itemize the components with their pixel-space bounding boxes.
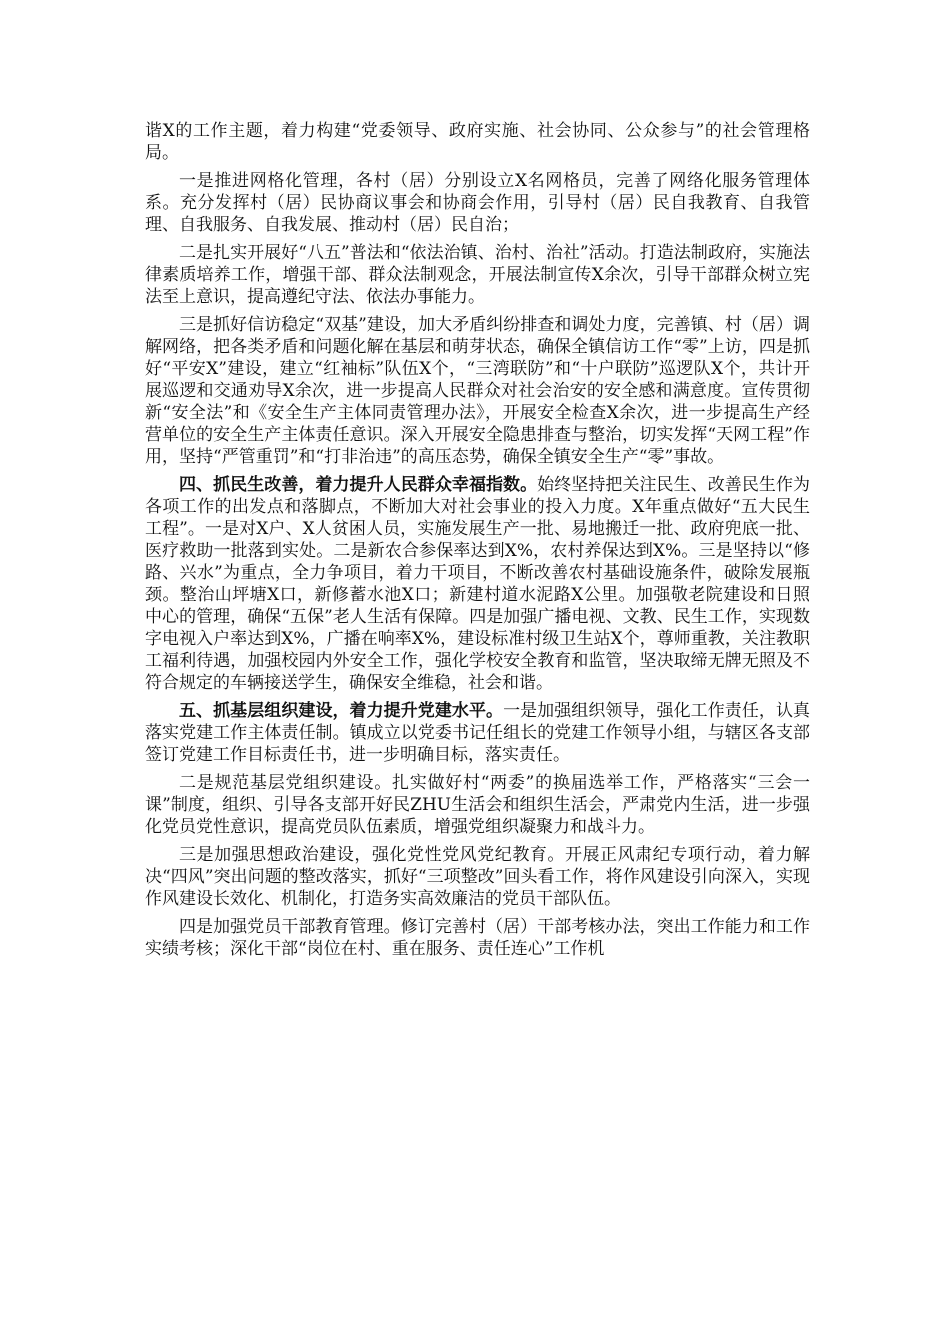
paragraph-8 — [145, 844, 810, 910]
paragraph-6 — [145, 700, 810, 766]
paragraph-8-text: 三是加强思想政治建设，强化党性党风党纪教育。开展正风肃纪专项行动，着力解决“四风”突出问题的整改落实，抓好“三项整改”回头看工作，将作风建设引向深入，实现作风建设长效化、机制化，打造务实高效廉洁的党员干部队伍。 — [145, 845, 810, 909]
paragraph-4 — [145, 314, 810, 468]
paragraph-2-text: 一是推进网格化管理，各村（居）分别设立X名网格员，完善了网络化服务管理体系。充分发挥村（居）民协商议事会和协商会作用，引导村（居）民自我教育、自我管理、自我服务、自我发展、推动村（居）民自治； — [145, 171, 810, 235]
section-heading-4: 四、抓民生改善，着力提升人民群众幸福指数。 — [179, 475, 538, 495]
paragraph-6-text: 一是加强组织领导，强化工作责任，认真落实党建工作主体责任制。镇成立以党委书记任组长的党建工作领导小组，与辖区各支部签订党建工作目标责任书，进一步明确目标，落实责任。 — [145, 701, 811, 765]
paragraph-9-text: 四是加强党员干部教育管理。修订完善村（居）干部考核办法，突出工作能力和工作实绩考核；深化干部“岗位在村、重在服务、责任连心”工作机 — [145, 917, 810, 959]
paragraph-9 — [145, 916, 810, 960]
paragraph-5-text: 始终坚持把关注民生、改善民生作为各项工作的出发点和落脚点，不断加大对社会事业的投入力度。X年重点做好“五大民生工程”。一是对X户、X人贫困人员，实施发展生产一批、易地搬迁一批、政府兜底一批、医疗救助一批落到实处。二是新农合参保率达到X%，农村养保达到X%。三是坚持以“修路、兴水”为重点，全力争项目，着力干项目，不断改善农村基础设施条件，破除发展瓶颈。整治山坪塘X口，新修蓄水池X口；新建村道水泥路X公里。加强敬老院建设和日照中心的管理，确保“五保”老人生活有保障。四是加强广播电视、文教、民生工作，实现数字电视入户率达到X%，广播在响率X%，建设标准村级卫生站X个，尊师重教，关注教职工福利待遇，加强校园内外安全工作，强化学校安全教育和监管，坚决取缔无牌无照及不符合规定的车辆接送学生，确保安全维稳，社会和谐。 — [145, 475, 811, 693]
paragraph-4-text: 三是抓好信访稳定“双基”建设，加大矛盾纠纷排查和调处力度，完善镇、村（居）调解网络，把各类矛盾和问题化解在基层和萌芽状态，确保全镇信访工作“零”上访，四是抓好“平安X”建设，建立“红袖标”队伍X个，“三湾联防”和“十户联防”巡逻队X个，共计开展巡逻和交通劝导X余次，进一步提高人民群众对社会治安的安全感和满意度。宣传贯彻新“安全法”和《安全生产主体同责管理办法》，开展安全检查X余次，进一步提高生产经营单位的安全生产主体责任意识。深入开展安全隐患排查与整治，切实发挥“天网工程”作用，坚持“严管重罚”和“打非治违”的高压态势，确保全镇安全生产“零”事故。 — [145, 315, 810, 467]
document-body — [145, 120, 810, 960]
section-heading-5: 五、抓基层组织建设，着力提升党建水平。 — [179, 701, 504, 721]
paragraph-7-text: 二是规范基层党组织建设。扎实做好村“两委”的换届选举工作，严格落实“三会一课”制度，组织、引导各支部开好民ZHU生活会和组织生活会，严肃党内生活，进一步强化党员党性意识，提高党员队伍素质，增强党组织凝聚力和战斗力。 — [145, 773, 810, 837]
paragraph-7 — [145, 772, 810, 838]
paragraph-3-text: 二是扎实开展好“八五”普法和“依法治镇、治村、治社”活动。打造法制政府，实施法律素质培养工作，增强干部、群众法制观念，开展法制宣传X余次，引导干部群众树立宪法至上意识，提高遵纪守法、依法办事能力。 — [145, 243, 810, 307]
paragraph-5 — [145, 474, 810, 694]
paragraph-1-text: 谐X的工作主题，着力构建“党委领导、政府实施、社会协同、公众参与”的社会管理格局。 — [145, 121, 810, 163]
paragraph-2 — [145, 170, 810, 236]
paragraph-1 — [145, 120, 810, 164]
paragraph-3 — [145, 242, 810, 308]
